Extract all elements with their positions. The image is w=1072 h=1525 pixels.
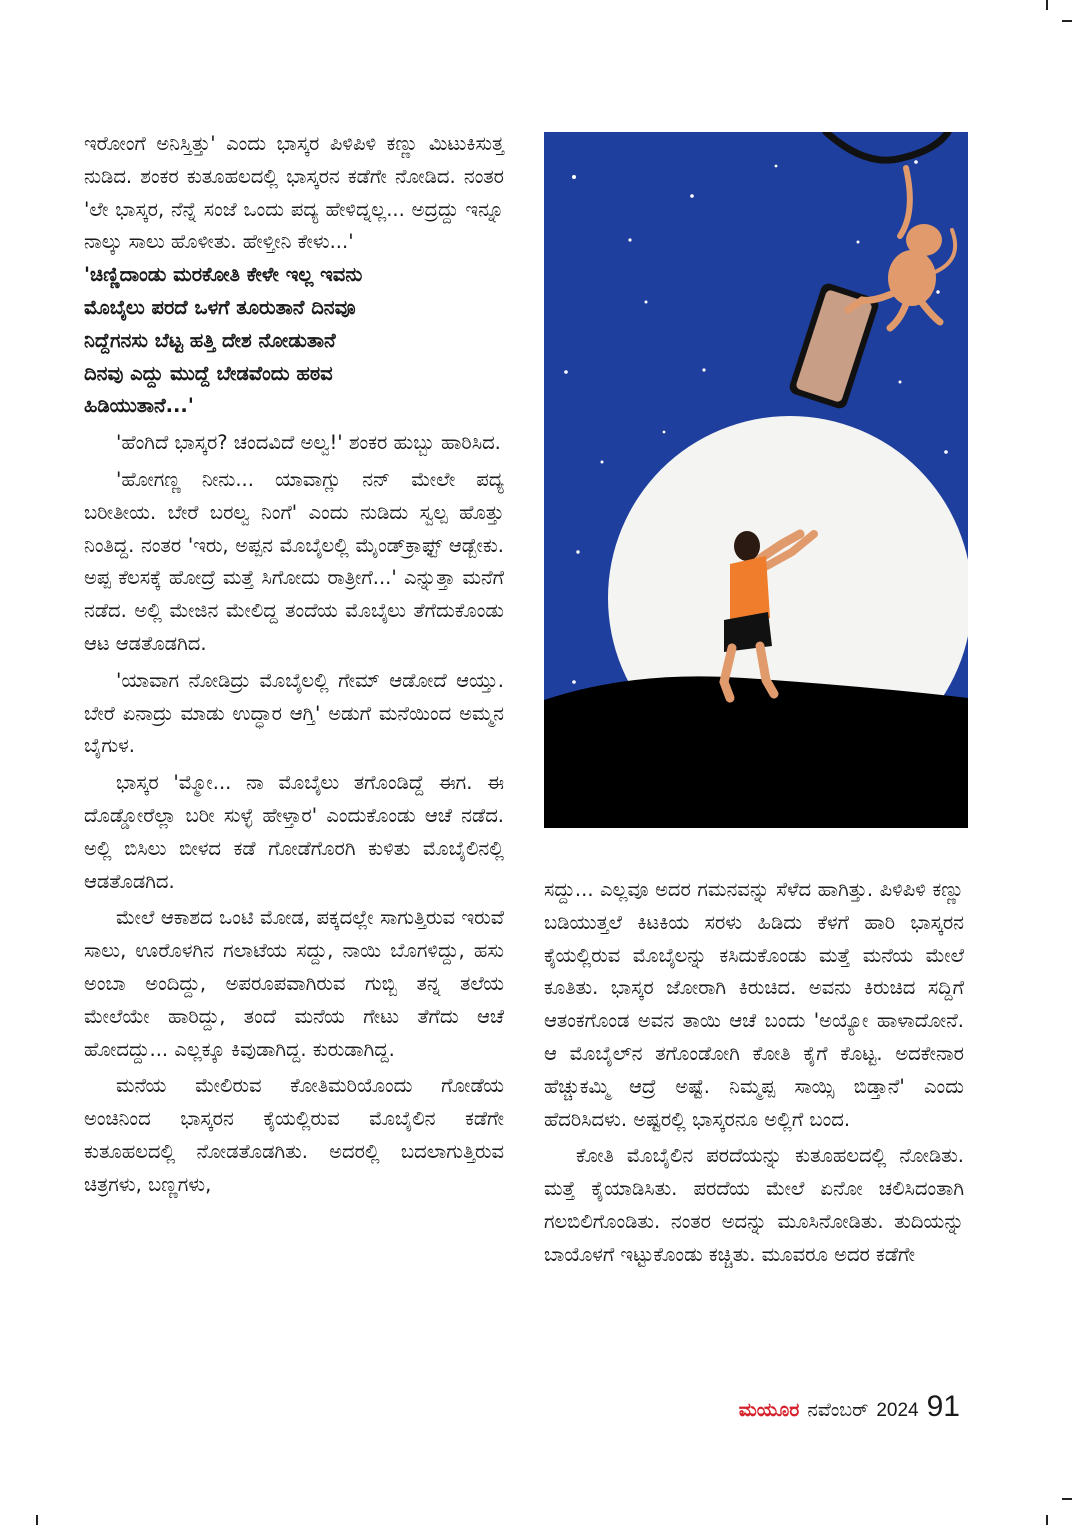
- page-footer: [739, 1390, 960, 1430]
- crop-mark: [36, 1515, 38, 1525]
- poem-line: ಹಿಡಿಯುತಾನೆ...': [84, 394, 194, 418]
- crop-mark: [1062, 1498, 1072, 1500]
- star: [645, 301, 648, 304]
- paragraph: ಮೇಲೆ ಆಕಾಶದ ಒಂಟಿ ಮೋಡ, ಪಕ್ಕದಲ್ಲೇ ಸಾಗುತ್ತಿರುವ ಇರುವೆ ಸಾಲು, ಊರೊಳಗಿನ ಗಲಾಟೆಯ ಸದ್ದು, ನಾಯಿ ಬೊಗಳಿದ್ದು, ಹಸು ಅಂಬಾ ಅಂದಿದ್ದು, ಅಪರೂಪವಾಗಿರುವ ಗುಬ್ಬಿ ತನ್ನ ತಲೆಯ ಮೇಲೆಯೇ ಹಾರಿದ್ದು, ತಂದೆ ಮನೆಯ ಗೇಟು ತೆಗೆದು ಆಚೆ ಹೋದದ್ದು... ಎಲ್ಲಕ್ಕೂ ಕಿವುಡಾಗಿದ್ದ. ಕುರುಡಾಗಿದ್ದ.: [84, 906, 504, 1061]
- crop-mark: [1046, 0, 1048, 10]
- boy-head: [734, 531, 760, 561]
- illustration-canvas: [544, 132, 968, 828]
- star: [944, 450, 948, 454]
- star: [572, 680, 576, 684]
- right-text-column: [544, 874, 964, 1272]
- monkey-body: [888, 250, 936, 306]
- paragraph: ಮನೆಯ ಮೇಲಿರುವ ಕೋತಿಮರಿಯೊಂದು ಗೋಡೆಯ ಅಂಚಿನಿಂದ ಭಾಸ್ಕರನ ಕೈಯಲ್ಲಿರುವ ಮೊಬೈಲಿನ ಕಡೆಗೇ ಕುತೂಹಲದಲ್ಲಿ ನೋಡತೊಡಗಿತು. ಅದರಲ್ಲಿ ಬದಲಾಗುತ್ತಿರುವ ಚಿತ್ರಗಳು, ಬಣ್ಣಗಳು,: [84, 1074, 504, 1196]
- paragraph: ಕೋತಿ ಮೊಬೈಲಿನ ಪರದೆಯನ್ನು ಕುತೂಹಲದಲ್ಲಿ ನೋಡಿತು. ಮತ್ತೆ ಕೈಯಾಡಿಸಿತು. ಪರದೆಯ ಮೇಲೆ ಏನೋ ಚಲಿಸಿದಂತಾಗಿ ಗಲಬಿಲಿಗೊಂಡಿತು. ನಂತರ ಅದನ್ನು ಮೂಸಿನೋಡಿತು. ತುದಿಯನ್ನು ಬಾಯೊಳಗೆ ಇಟ್ಟುಕೊಂಡು ಕಚ್ಚಿತು. ಮೂವರೂ ಅದರ ಕಡೆಗೇ: [544, 1144, 964, 1266]
- star: [663, 431, 666, 434]
- paragraph: ಸದ್ದು... ಎಲ್ಲವೂ ಅದರ ಗಮನವನ್ನು ಸೆಳೆದ ಹಾಗಿತ್ತು. ಪಿಳಿಪಿಳಿ ಕಣ್ಣು ಬಡಿಯುತ್ತಲೆ ಕಿಟಕಿಯ ಸರಳು ಹಿಡಿದು ಕೆಳಗೆ ಹಾರಿ ಭಾಸ್ಕರನ ಕೈಯಲ್ಲಿರುವ ಮೊಬೈಲನ್ನು ಕಸಿದುಕೊಂಡು ಮತ್ತೆ ಮನೆಯ ಮೇಲೆ ಕೂತಿತು. ಭಾಸ್ಕರ ಜೋರಾಗಿ ಕಿರುಚಿದ. ಅವನು ಕಿರುಚಿದ ಸದ್ದಿಗೆ ಆತಂಕಗೊಂಡ ಅವನ ತಾಯಿ ಆಚೆ ಬಂದು 'ಅಯ್ಯೋ ಹಾಳಾದೋನೆ. ಆ ಮೊಬೈಲ್‌ನ ತಗೊಂಡೋಗಿ ಕೋತಿ ಕೈಗೆ ಕೊಟ್ಟ. ಅದಕೇನಾರ ಹೆಚ್ಚುಕಮ್ಮಿ ಆದ್ರೆ ಅಷ್ಟೆ. ನಿಮ್ಮಪ್ಪ ಸಾಯ್ಸಿ ಬಿಡ್ತಾನೆ' ಎಂದು ಹೆದರಿಸಿದಳು. ಅಷ್ಟರಲ್ಲಿ ಭಾಸ್ಕರನೂ ಅಲ್ಲಿಗೆ ಬಂದ.: [544, 878, 964, 1131]
- page-number: 91: [926, 1390, 960, 1423]
- star: [690, 194, 694, 198]
- star: [628, 238, 631, 241]
- star: [899, 381, 902, 384]
- issue-month: ನವೆಂಬರ್: [807, 1399, 869, 1421]
- star: [601, 461, 604, 464]
- poem-line: 'ಚಿಣ್ಣಿದಾಂಡು ಮರಕೋತಿ ಕೇಳೇ ಇಲ್ಲ ಇವನು: [84, 263, 363, 287]
- star: [572, 175, 576, 179]
- left-text-column: [84, 128, 504, 1202]
- star: [702, 368, 705, 371]
- poem-block: [84, 259, 504, 423]
- star: [775, 165, 778, 168]
- star: [936, 290, 939, 293]
- magazine-logo: ಮಯೂರ: [738, 1399, 800, 1421]
- star: [564, 370, 568, 374]
- star: [857, 241, 860, 244]
- issue-year: 2024: [876, 1400, 919, 1421]
- star: [576, 550, 579, 553]
- dark-hill: [544, 676, 968, 828]
- poem-line: ದಿನವು ಎದ್ದು ಮುದ್ದೆ ಬೇಡವೆಂದು ಹಠವ: [84, 361, 333, 385]
- paragraph: 'ಯಾವಾಗ ನೋಡಿದ್ರು ಮೊಬೈಲಲ್ಲಿ ಗೇಮ್ ಆಡೋದೆ ಆಯ್ತು. ಬೇರೆ ಏನಾದ್ರು ಮಾಡು ಉದ್ಧಾರ ಆಗ್ತಿ' ಅಡುಗೆ ಮನೆಯಿಂದ ಅಮ್ಮನ ಬೈಗುಳ.: [84, 668, 504, 758]
- poem-line: ನಿದ್ದೆಗನಸು ಬೆಟ್ಟ ಹತ್ತಿ ದೇಶ ನೋಡುತಾನೆ: [84, 328, 336, 352]
- paragraph: 'ಹೋಗಣ್ಣ ನೀನು... ಯಾವಾಗ್ಲು ನನ್ ಮೇಲೇ ಪದ್ಯ ಬರೀತೀಯ. ಬೇರೆ ಬರಲ್ವ ನಿಂಗೆ' ಎಂದು ನುಡಿದು ಸ್ವಲ್ಪ ಹೊತ್ತು ನಿಂತಿದ್ದ. ನಂತರ 'ಇರು, ಅಪ್ಪನ ಮೊಬೈಲಲ್ಲಿ ಮೈಂಡ್‌ಕ್ರಾಫ್ಟ್ ಆಡ್ಬೇಕು. ಅಪ್ಪ ಕೆಲಸಕ್ಕೆ ಹೋದ್ರೆ ಮತ್ತೆ ಸಿಗೋದು ರಾತ್ರೀಗೆ...' ಎನ್ನುತ್ತಾ ಮನೆಗೆ ನಡೆದ. ಅಲ್ಲಿ ಮೇಜಿನ ಮೇಲಿದ್ದ ತಂದೆಯ ಮೊಬೈಲು ತೆಗೆದುಕೊಂಡು ಆಟ ಆಡತೊಡಗಿದ.: [84, 467, 504, 655]
- crop-mark: [1062, 20, 1072, 22]
- crop-mark: [1046, 1515, 1048, 1525]
- story-illustration: [544, 132, 968, 828]
- paragraph: ಭಾಸ್ಕರ 'ಮ್ಮೋ... ನಾ ಮೊಬೈಲು ತಗೊಂಡಿದ್ದೆ ಈಗ. ಈ ದೊಡ್ಡೋರೆಲ್ಲಾ ಬರೀ ಸುಳ್ಳೆ ಹೇಳ್ತಾರ' ಎಂದುಕೊಂಡು ಆಚೆ ನಡೆದ. ಅಲ್ಲಿ ಬಿಸಿಲು ಬೀಳದ ಕಡೆ ಗೋಡೆಗೊರಗಿ ಕುಳಿತು ಮೊಬೈಲಿನಲ್ಲಿ ಆಡತೊಡಗಿದ.: [84, 771, 504, 893]
- star: [914, 160, 918, 164]
- paragraph: ಇರೋಂಗೆ ಅನಿಸ್ತಿತ್ತು' ಎಂದು ಭಾಸ್ಕರ ಪಿಳಿಪಿಳಿ ಕಣ್ಣು ಮಿಟುಕಿಸುತ್ತ ನುಡಿದ. ಶಂಕರ ಕುತೂಹಲದಲ್ಲಿ ಭಾಸ್ಕರನ ಕಡೆಗೇ ನೋಡಿದ. ನಂತರ 'ಲೇ ಭಾಸ್ಕರ, ನೆನ್ನೆ ಸಂಜೆ ಒಂದು ಪದ್ಯ ಹೇಳಿದ್ನಲ್ಲ... ಅದ್ರದ್ದು ಇನ್ನೂ ನಾಲ್ಕು ಸಾಲು ಹೊಳೀತು. ಹೇಳ್ತೀನಿ ಕೇಳು...': [84, 132, 504, 254]
- poem-line: ಮೊಬೈಲು ಪರದೆ ಒಳಗೆ ತೂರುತಾನೆ ದಿನವೂ: [84, 295, 356, 319]
- paragraph: 'ಹೆಂಗಿದೆ ಭಾಸ್ಕರ? ಚಂದವಿದೆ ಅಲ್ವ!' ಶಂಕರ ಹುಬ್ಬು ಹಾರಿಸಿದ.: [116, 431, 501, 455]
